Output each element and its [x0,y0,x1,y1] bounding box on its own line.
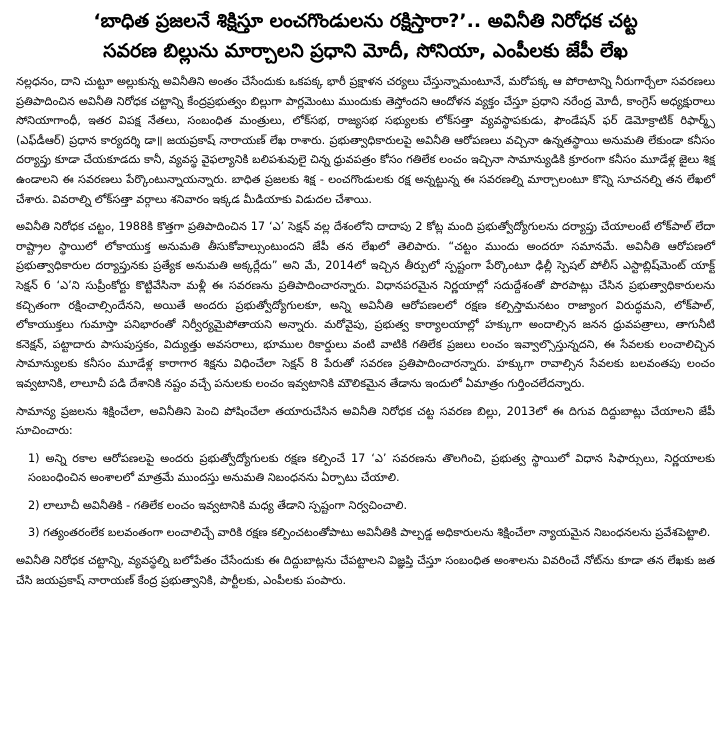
paragraph-closing: అవినీతి నిరోధక చట్టాన్ని, వ్యవస్థల్ని బలోపేతం చేసేందుకు ఈ దిద్దుబాట్లను చేపట్టాలని విజ్ఞప్తి చేస్తూ సంబంధిత అంశాలను వివరించే నోట్‌ను కూడా తన లేఖకు జత చేసి జయప్రకాష్ నారాయణ్ కేంద్ర ప్రభుత్వానికి, పార్టీలకు, ఎంపీలకు పంపారు. [16,554,715,587]
suggestion-item-3: 3) గత్యంతరంలేక బలవంతంగా లంచాలిచ్చే వారికి రక్షణ కల్పించటంతోపాటు అవినీతికి పాల్పడ్డ అధికారులను శిక్షించేలా న్యాయమైన నిబంధనలను ప్రవేశపెట్టాలి. [28,526,711,540]
article-headline [16,6,715,66]
paragraph-intro: నల్లధనం, దాని చుట్టూ అల్లుకున్న అవినీతిని అంతం చేసేందుకు ఒకపక్క భారీ ప్రక్షాళన చర్యలు చేస్తున్నామంటూనే, మరోపక్క ఆ పోరాటాన్ని నీరుగార్చేలా సవరణలు ప్రతిపాదించిన అవినీతి నిరోధక చట్టాన్ని కేంద్రప్రభుత్వం బిల్లుగా పార్లమెంటు ముందుకు తెస్తోందని ఆందోళన వ్యక్తం చేస్తూ ప్రధాని నరేంద్ర మోదీ, కాంగ్రెస్ అధ్యక్షురాలు సోనియాగాంధీ, ఇతర విపక్ష నేతలు, సంబంధిత మంత్రులు, లోక్‌సభ, రాజ్యసభ సభ్యులకు లోక్‌సత్తా వ్యవస్థాపకుడు, ఫౌండేషన్ ఫర్ డెమోక్రాటిక్ రిఫార్మ్స్ (ఎఫ్‌డీఆర్) ప్రధాన కార్యదర్శి డా॥ జయప్రకాష్ నారాయణ్ లేఖ రాశారు. ప్రభుత్వాధికారులపై అవినీతి ఆరోపణలు వచ్చినా ఉన్నతస్థాయి అనుమతి లేకుండా కనీసం దర్యాప్తు కూడా చేయకూడదు కానీ, వ్యవస్థ వైఫల్యానికి బలిపశువులై చిన్న ధ్రువపత్రం కోసం గతిలేక లంచం ఇచ్చినా సామాన్యుడికి క్రూరంగా కనీసం మూడేళ్ల జైలు శిక్ష ఉండాలని ఈ సవరణలు పేర్కొంటున్నాయన్నారు. బాధిత ప్రజలకు శిక్ష - లంచగొండులకు రక్ష అన్నట్టున్న ఈ సవరణల్ని మార్చాలంటూ కొన్ని సూచనల్ని తన లేఖలో చేశారు. వివరాల్ని లోక్‌సత్తా వర్గాలు శనివారం ఇక్కడ మీడియాకు విడుదల చేశాయి. [16,75,715,206]
paragraph-suggestions-intro: సామాన్య ప్రజలను శిక్షించేలా, అవినీతిని పెంచి పోషించేలా తయారుచేసిన అవినీతి నిరోధక చట్ట సవరణ బిల్లు, 2013లో ఈ దిగువ దిద్దుబాట్లు చేయాలని జేపీ సూచించారు: [16,404,715,438]
paragraph-details: అవినీతి నిరోధక చట్టం, 1988కి కొత్తగా ప్రతిపాదించిన 17 ‘ఎ’ సెక్షన్ వల్ల దేశంలోని దాదాపు 2 కోట్ల మంది ప్రభుత్వోద్యోగులను దర్యాప్తు చేయాలంటే లోక్‌పాల్ లేదా రాష్ట్రాల స్థాయిలో లోకాయుక్త అనుమతి తీసుకోవాల్సుంటుందని జేపీ తన లేఖలో తెలిపారు. “చట్టం ముందు అందరూ సమానమే. అవినీతి ఆరోపణలో ప్రభుత్వాధికారుల దర్యాప్తునకు ప్రత్యేక అనుమతి అక్కర్లేదు” అని మే, 2014లో ఇచ్చిన తీర్పులో స్పష్టంగా పేర్కొంటూ ఢిల్లీ స్పెషల్ పోలీస్ ఎస్టాబ్లిష్‌మెంట్ యాక్ట్ సెక్షన్ 6 ‘ఎ’ని సుప్రీంకోర్టు కొట్టివేసినా మళ్లీ ఈ సవరణను ప్రతిపాదించారన్నారు. విధానపరమైన నిర్ణయాల్లో సదుద్దేశంతో పొరపాట్లు చేసిన ప్రభుత్వాధికారులను కచ్చితంగా రక్షించాల్సిందేనని, అయితే అందరు ప్రభుత్వోద్యోగులకూ, అన్ని అవినీతి ఆరోపణలలో రక్షణ కల్పిస్తామనటం రాజ్యాంగ విరుద్ధమని, లోక్‌పాల్, లోకాయుక్తలు గుమాస్తా పనిభారంతో నిర్వీర్యమైపోతాయని అన్నారు. మరోవైపు, ప్రభుత్వ కార్యాలయాల్లో హక్కుగా అందాల్సిన జనన ధ్రువపత్రాలు, తాగునీటి కనెక్షన్, పట్టాదారు పాసుపుస్తకం, విద్యుత్తు అవసరాలు, భూముల రికార్డులు వంటి వాటికి గతిలేక ప్రజలు లంచం ఇవ్వాల్సొస్తున్నదని, ఈ సేవలకు లంచాలిచ్చిన సామాన్యులకు కనీసం మూడేళ్ల కారాగార శిక్షను విధించేలా సెక్షన్ 8 పేరుతో సవరణ ప్రతిపాదించారన్నారు. హక్కుగా రావాల్సిన సేవలకు బలవంతపు లంచం ఇవ్వటానికి, లాలూచీ పడి దేశానికి నష్టం వచ్చే పనులకు లంచం ఇవ్వటానికి మౌలికమైన తేడాను ఇందులో ఏమాత్రం గుర్తించలేదన్నారు. [16,220,715,390]
suggestion-item-1: 1) అన్ని రకాల ఆరోపణలపై అందరు ప్రభుత్వోద్యోగులకు రక్షణ కల్పించే 17 ‘ఎ’ సవరణను తొలగించి, ప్రభుత్వ స్థాయిలో విధాన సిఫార్సులు, నిర్ణయాలకు సంబంధించిన అంశాలలో మాత్రమే ముందస్తు అనుమతి నిబంధనను ఏర్పాటు చేయాలి. [28,451,715,485]
suggestion-item-2: 2) లాలూచీ అవినీతికి - గతిలేక లంచం ఇవ్వటానికి మధ్య తేడాని స్పష్టంగా నిర్వచించాలి. [28,498,408,512]
headline-line-1: ‘బాధిత ప్రజలనే శిక్షిస్తూ లంచగొండులను రక్షిస్తారా?’.. అవినీతి నిరోధక చట్ట [93,10,638,32]
headline-line-2: సవరణ బిల్లును మార్చాలని ప్రధాని మోదీ, సోనియా, ఎంపీలకు జేపీ లేఖ [103,40,628,62]
